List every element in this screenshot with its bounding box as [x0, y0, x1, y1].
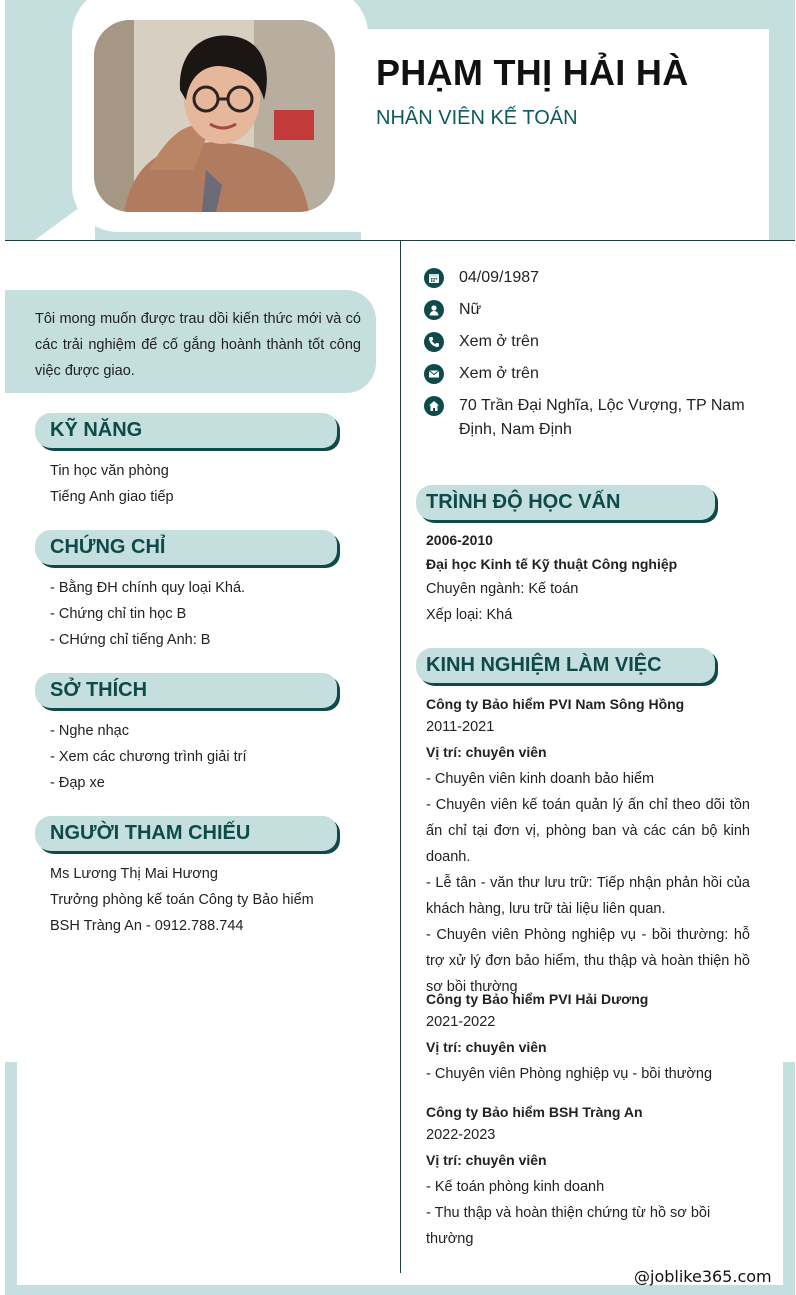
bottom-left-frame — [5, 1062, 17, 1295]
mail-icon — [424, 364, 444, 384]
list-item: - Chứng chỉ tin học B — [50, 606, 187, 622]
skills-heading-label: KỸ NĂNG — [50, 419, 143, 441]
phone-value: Xem ở trên — [459, 333, 539, 350]
education-heading-label: TRÌNH ĐỘ HỌC VẤN — [426, 491, 621, 513]
education-years: 2006-2010 — [426, 532, 493, 548]
contact-gender — [424, 300, 481, 322]
education-grade: Xếp loại: Khá — [426, 607, 513, 623]
experience-job-3 — [426, 1100, 750, 1252]
calendar-icon — [424, 268, 444, 288]
address-value: 70 Trần Đại Nghĩa, Lộc Vượng, TP Nam Định, Nam Định — [459, 397, 745, 438]
list-item: Tiếng Anh giao tiếp — [50, 489, 174, 505]
job-duty: - Lễ tân - văn thư lưu trữ: Tiếp nhận phản hồi của khách hàng, lưu trữ tài liệu liên quan. — [426, 875, 750, 917]
certificates-heading-label: CHỨNG CHỈ — [50, 536, 166, 558]
job-title: NHÂN VIÊN KẾ TOÁN — [376, 107, 578, 129]
job-position: Vị trí: chuyên viên — [426, 1039, 547, 1055]
bottom-frame — [5, 1285, 795, 1295]
education-school: Đại học Kinh tế Kỹ thuật Công nghiệp — [426, 556, 678, 572]
gender-value: Nữ — [459, 301, 482, 318]
education-major: Chuyên ngành: Kế toán — [426, 581, 579, 597]
list-item: - Bằng ĐH chính quy loại Khá. — [50, 580, 246, 596]
list-item: - Đạp xe — [50, 775, 105, 791]
job-duty: - Thu thập và hoàn thiện chứng từ hồ sơ bồi thường — [426, 1205, 711, 1247]
job-company: Công ty Bảo hiểm PVI Hải Dương — [426, 991, 649, 1007]
experience-heading — [416, 648, 715, 683]
user-icon — [424, 300, 444, 320]
candidate-name: PHẠM THỊ HẢI HÀ — [376, 52, 689, 93]
experience-job-2 — [426, 987, 750, 1087]
hobbies-heading — [35, 673, 337, 708]
education-block — [426, 528, 750, 628]
job-duty: - Chuyên viên Phòng nghiệp vụ - bồi thường — [426, 1066, 713, 1082]
list-item: Ms Lương Thị Mai Hương — [50, 866, 218, 882]
contact-phone — [424, 332, 539, 354]
skills-heading — [35, 413, 337, 448]
job-period: 2021-2022 — [426, 1014, 496, 1030]
profile-photo-illustration — [94, 20, 335, 212]
certificates-heading — [35, 530, 337, 565]
job-period: 2011-2021 — [426, 719, 495, 735]
references-heading-label: NGƯỜI THAM CHIẾU — [50, 822, 251, 844]
references-list — [50, 861, 342, 939]
phone-icon — [424, 332, 444, 352]
column-divider — [400, 240, 401, 1273]
skills-list — [50, 458, 342, 510]
contact-birthday — [424, 268, 539, 290]
job-position: Vị trí: chuyên viên — [426, 1152, 547, 1168]
job-duty: - Chuyên viên Phòng nghiệp vụ - bồi thường: hỗ trợ xử lý đơn bảo hiểm, thu thập và hoàn thiện hồ sơ bồi thường — [426, 927, 750, 995]
list-item: - Xem các chương trình giải trí — [50, 749, 247, 765]
career-objective-text: Tôi mong muốn được trau dồi kiến thức mới và có các trải nghiệm để cố gắng hoành thành tốt công việc được giao. — [35, 311, 361, 379]
references-heading — [35, 816, 337, 851]
profile-photo — [94, 20, 335, 212]
job-duty: - Chuyên viên kế toán quản lý ấn chỉ theo dõi tồn ấn chỉ tại đơn vị, phòng ban và các cán bộ kinh doanh. — [426, 797, 750, 865]
hobbies-heading-label: SỞ THÍCH — [50, 679, 148, 701]
job-company: Công ty Bảo hiểm PVI Nam Sông Hồng — [426, 696, 685, 712]
list-item: Tin học văn phòng — [50, 463, 169, 479]
bottom-right-frame — [783, 1062, 795, 1295]
job-position: Vị trí: chuyên viên — [426, 744, 547, 760]
job-duty: - Chuyên viên kinh doanh bảo hiểm — [426, 771, 655, 787]
job-period: 2022-2023 — [426, 1127, 496, 1143]
certificates-list — [50, 575, 342, 653]
experience-job-1 — [426, 692, 750, 1000]
list-item: - CHứng chỉ tiếng Anh: B — [50, 632, 211, 648]
email-value: Xem ở trên — [459, 365, 539, 382]
job-company: Công ty Bảo hiểm BSH Tràng An — [426, 1104, 643, 1120]
contact-email — [424, 364, 539, 386]
list-item: - Nghe nhạc — [50, 723, 129, 739]
education-heading — [416, 485, 715, 520]
list-item: Trưởng phòng kế toán Công ty Bảo hiểm BSH Tràng An - 0912.788.744 — [50, 892, 314, 934]
home-icon — [424, 396, 444, 416]
experience-heading-label: KINH NGHIỆM LÀM VIỆC — [426, 654, 662, 676]
watermark: @joblike365.com — [634, 1267, 772, 1286]
hobbies-list — [50, 718, 342, 796]
birthday-value: 04/09/1987 — [459, 269, 540, 286]
career-objective-box — [5, 290, 376, 393]
job-duty: - Kế toán phòng kinh doanh — [426, 1179, 605, 1195]
contact-address — [424, 396, 754, 442]
